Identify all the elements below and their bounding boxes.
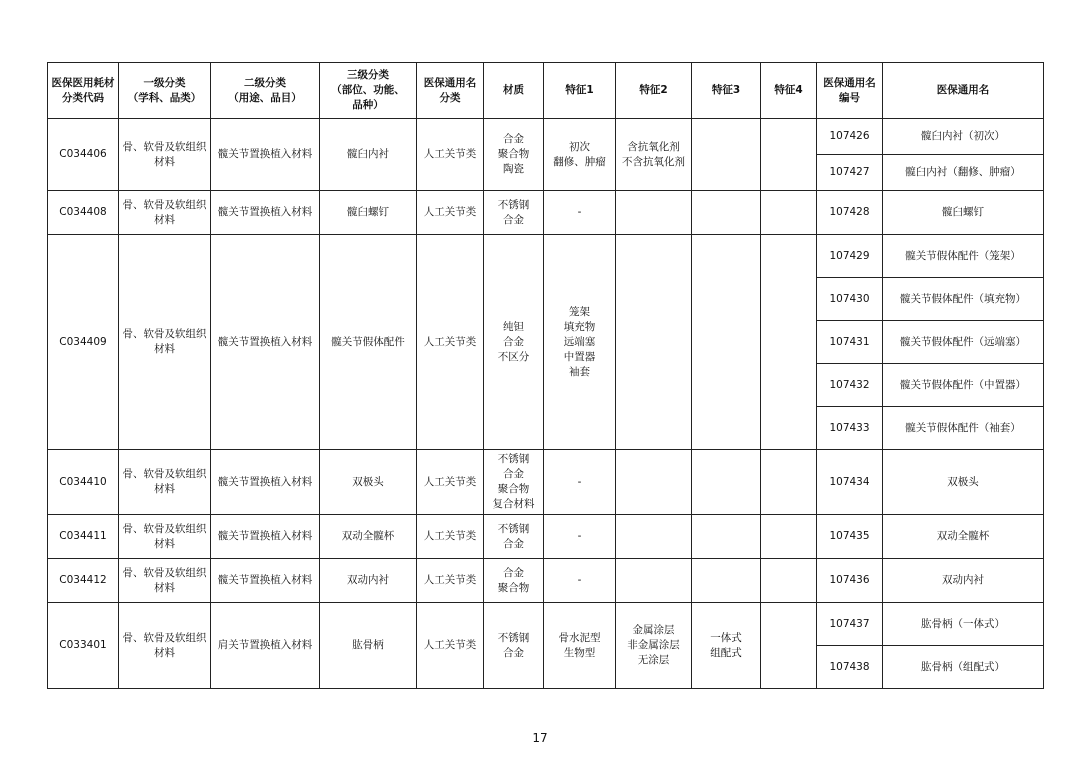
cell-feature3 bbox=[692, 450, 761, 515]
cell-feature2 bbox=[616, 515, 692, 559]
header-level3: 三级分类 （部位、功能、 品种） bbox=[320, 63, 417, 119]
cell-material: 不锈钢 合金 bbox=[484, 603, 544, 689]
cell-code: C034411 bbox=[48, 515, 119, 559]
cell-number: 107434 bbox=[817, 450, 883, 515]
cell-level2: 肩关节置换植入材料 bbox=[211, 603, 320, 689]
cell-feature1: 初次 翻修、肿瘤 bbox=[544, 119, 616, 191]
header-number: 医保通用名 编号 bbox=[817, 63, 883, 119]
cell-name: 髋关节假体配件（袖套） bbox=[883, 407, 1044, 450]
cell-name: 双动内衬 bbox=[883, 559, 1044, 603]
cell-name: 髋臼内衬（初次） bbox=[883, 119, 1044, 155]
cell-feature1: - bbox=[544, 450, 616, 515]
cell-name: 双极头 bbox=[883, 450, 1044, 515]
cell-code: C034408 bbox=[48, 191, 119, 235]
cell-material: 合金 聚合物 bbox=[484, 559, 544, 603]
cell-level3: 肱骨柄 bbox=[320, 603, 417, 689]
cell-material: 纯钽 合金 不区分 bbox=[484, 235, 544, 450]
table-row bbox=[48, 235, 1044, 278]
table-row bbox=[48, 119, 1044, 155]
cell-feature4 bbox=[761, 191, 817, 235]
cell-material: 合金 聚合物 陶瓷 bbox=[484, 119, 544, 191]
cell-name: 髋臼内衬（翻修、肿瘤） bbox=[883, 155, 1044, 191]
cell-name: 髋关节假体配件（远端塞） bbox=[883, 321, 1044, 364]
header-code: 医保医用耗材 分类代码 bbox=[48, 63, 119, 119]
page-number: 17 bbox=[532, 731, 548, 745]
cell-level3: 双动内衬 bbox=[320, 559, 417, 603]
cell-category: 人工关节类 bbox=[417, 191, 484, 235]
cell-name: 髋关节假体配件（笼架） bbox=[883, 235, 1044, 278]
cell-level2: 髋关节置换植入材料 bbox=[211, 450, 320, 515]
cell-material: 不锈钢 合金 bbox=[484, 515, 544, 559]
cell-feature3 bbox=[692, 515, 761, 559]
cell-feature2 bbox=[616, 450, 692, 515]
cell-code: C034406 bbox=[48, 119, 119, 191]
header-feature4: 特征4 bbox=[761, 63, 817, 119]
table-row bbox=[48, 559, 1044, 603]
cell-code: C033401 bbox=[48, 603, 119, 689]
cell-category: 人工关节类 bbox=[417, 119, 484, 191]
header-feature1: 特征1 bbox=[544, 63, 616, 119]
cell-feature3 bbox=[692, 559, 761, 603]
cell-level3: 髋臼螺钉 bbox=[320, 191, 417, 235]
cell-material: 不锈钢 合金 聚合物 复合材料 bbox=[484, 450, 544, 515]
cell-number: 107433 bbox=[817, 407, 883, 450]
cell-code: C034409 bbox=[48, 235, 119, 450]
cell-feature1: - bbox=[544, 515, 616, 559]
cell-name: 双动全髋杯 bbox=[883, 515, 1044, 559]
cell-feature1: - bbox=[544, 191, 616, 235]
cell-level2: 髋关节置换植入材料 bbox=[211, 559, 320, 603]
cell-name: 肱骨柄（组配式） bbox=[883, 646, 1044, 689]
cell-level3: 髋关节假体配件 bbox=[320, 235, 417, 450]
cell-feature1: 骨水泥型 生物型 bbox=[544, 603, 616, 689]
cell-feature4 bbox=[761, 450, 817, 515]
cell-level2: 髋关节置换植入材料 bbox=[211, 119, 320, 191]
cell-number: 107432 bbox=[817, 364, 883, 407]
cell-level1: 骨、软骨及软组织 材料 bbox=[119, 603, 211, 689]
cell-category: 人工关节类 bbox=[417, 450, 484, 515]
header-feature3: 特征3 bbox=[692, 63, 761, 119]
cell-feature3 bbox=[692, 235, 761, 450]
cell-name: 髋关节假体配件（中置器） bbox=[883, 364, 1044, 407]
cell-level2: 髋关节置换植入材料 bbox=[211, 191, 320, 235]
cell-feature3: 一体式 组配式 bbox=[692, 603, 761, 689]
header-material: 材质 bbox=[484, 63, 544, 119]
cell-category: 人工关节类 bbox=[417, 515, 484, 559]
header-feature2: 特征2 bbox=[616, 63, 692, 119]
cell-number: 107428 bbox=[817, 191, 883, 235]
cell-feature2: 含抗氧化剂 不含抗氧化剂 bbox=[616, 119, 692, 191]
table-header-row bbox=[48, 63, 1044, 119]
cell-feature3 bbox=[692, 191, 761, 235]
header-name: 医保通用名 bbox=[883, 63, 1044, 119]
cell-feature2 bbox=[616, 191, 692, 235]
cell-level1: 骨、软骨及软组织 材料 bbox=[119, 450, 211, 515]
cell-number: 107427 bbox=[817, 155, 883, 191]
cell-level2: 髋关节置换植入材料 bbox=[211, 515, 320, 559]
cell-name: 髋臼螺钉 bbox=[883, 191, 1044, 235]
cell-name: 髋关节假体配件（填充物） bbox=[883, 278, 1044, 321]
header-level2: 二级分类 （用途、品目） bbox=[211, 63, 320, 119]
cell-feature1: 笼架 填充物 远端塞 中置器 袖套 bbox=[544, 235, 616, 450]
cell-level3: 双动全髋杯 bbox=[320, 515, 417, 559]
cell-feature3 bbox=[692, 119, 761, 191]
cell-feature4 bbox=[761, 119, 817, 191]
cell-material: 不锈钢 合金 bbox=[484, 191, 544, 235]
cell-number: 107426 bbox=[817, 119, 883, 155]
cell-feature2: 金属涂层 非金属涂层 无涂层 bbox=[616, 603, 692, 689]
cell-number: 107437 bbox=[817, 603, 883, 646]
cell-level1: 骨、软骨及软组织 材料 bbox=[119, 235, 211, 450]
cell-code: C034412 bbox=[48, 559, 119, 603]
table-row bbox=[48, 603, 1044, 646]
cell-category: 人工关节类 bbox=[417, 559, 484, 603]
cell-category: 人工关节类 bbox=[417, 235, 484, 450]
cell-feature2 bbox=[616, 559, 692, 603]
table-row bbox=[48, 450, 1044, 515]
cell-level1: 骨、软骨及软组织 材料 bbox=[119, 515, 211, 559]
cell-code: C034410 bbox=[48, 450, 119, 515]
cell-level3: 髋臼内衬 bbox=[320, 119, 417, 191]
cell-feature4 bbox=[761, 559, 817, 603]
header-category: 医保通用名 分类 bbox=[417, 63, 484, 119]
cell-number: 107431 bbox=[817, 321, 883, 364]
header-level1: 一级分类 （学科、品类） bbox=[119, 63, 211, 119]
table-row bbox=[48, 515, 1044, 559]
cell-number: 107429 bbox=[817, 235, 883, 278]
cell-level3: 双极头 bbox=[320, 450, 417, 515]
cell-feature4 bbox=[761, 603, 817, 689]
classification-table bbox=[47, 62, 1044, 689]
cell-level1: 骨、软骨及软组织 材料 bbox=[119, 191, 211, 235]
cell-feature2 bbox=[616, 235, 692, 450]
cell-feature4 bbox=[761, 515, 817, 559]
cell-number: 107435 bbox=[817, 515, 883, 559]
cell-number: 107430 bbox=[817, 278, 883, 321]
cell-feature4 bbox=[761, 235, 817, 450]
cell-level1: 骨、软骨及软组织 材料 bbox=[119, 559, 211, 603]
table-row bbox=[48, 191, 1044, 235]
cell-number: 107438 bbox=[817, 646, 883, 689]
cell-name: 肱骨柄（一体式） bbox=[883, 603, 1044, 646]
cell-number: 107436 bbox=[817, 559, 883, 603]
cell-level1: 骨、软骨及软组织 材料 bbox=[119, 119, 211, 191]
cell-feature1: - bbox=[544, 559, 616, 603]
cell-category: 人工关节类 bbox=[417, 603, 484, 689]
cell-level2: 髋关节置换植入材料 bbox=[211, 235, 320, 450]
